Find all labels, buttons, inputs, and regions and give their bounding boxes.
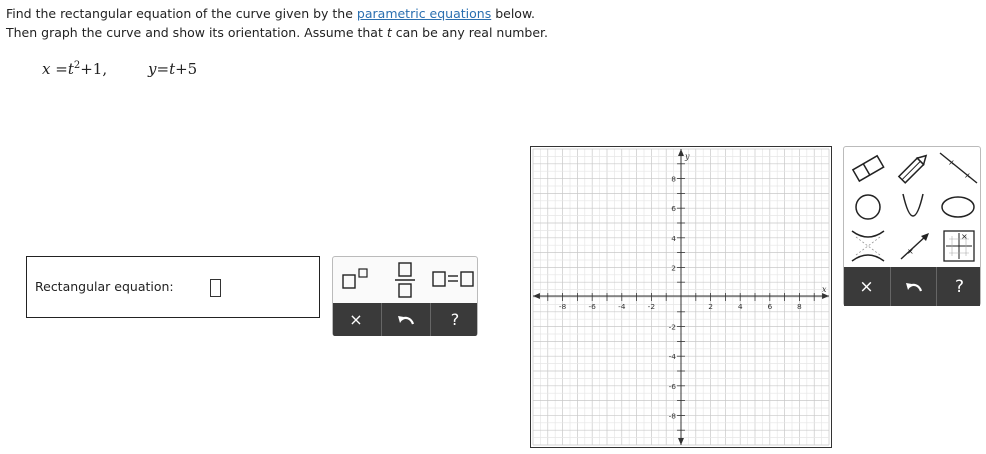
svg-text:×: × xyxy=(948,158,955,167)
x-tick-label: 6 xyxy=(767,301,773,311)
undo-arrow-icon xyxy=(396,313,416,327)
ray-icon[interactable] xyxy=(891,227,936,265)
math-palette xyxy=(332,256,478,336)
y-axis-arrow-down xyxy=(678,438,684,445)
x-tick-label: 2 xyxy=(708,301,713,311)
x-tick-label: 4 xyxy=(737,301,743,311)
x-axis-arrow-left xyxy=(533,293,540,299)
line-icon[interactable] xyxy=(936,149,981,187)
rectangular-equation-input[interactable] xyxy=(210,279,221,297)
tick-labels xyxy=(559,175,802,421)
y-tick-label: 8 xyxy=(671,174,677,184)
clear-button[interactable]: × xyxy=(349,310,363,329)
parabola-icon[interactable] xyxy=(891,188,936,226)
x-tick-label: -6 xyxy=(588,301,596,311)
graph-clear-button[interactable]: × xyxy=(859,276,874,297)
y-tick-label: -2 xyxy=(668,322,677,332)
parametric-equations-link[interactable]: parametric equations xyxy=(356,6,492,21)
answer-panel xyxy=(26,256,320,318)
y-tick-label: -8 xyxy=(668,411,677,421)
x-tick-label: -2 xyxy=(647,301,656,311)
svg-text:×: × xyxy=(964,171,971,180)
fraction-template-button[interactable] xyxy=(389,260,421,300)
y-axis-arrow-up xyxy=(678,149,684,156)
prompt-line-2: Then graph the curve and show its orientation. Assume that t can be any real number. xyxy=(6,25,549,40)
x-tick-label: -4 xyxy=(618,301,626,311)
y-tick-label: -4 xyxy=(668,352,677,362)
no-solution-icon[interactable] xyxy=(936,227,981,265)
graph-undo-button[interactable] xyxy=(890,267,936,306)
y-tick-label: 2 xyxy=(671,263,677,273)
exponent-template-button[interactable] xyxy=(339,265,375,293)
circle-icon[interactable] xyxy=(846,188,891,226)
x-axis-label: x xyxy=(822,285,827,295)
graph-help-button[interactable]: ? xyxy=(936,267,982,306)
coordinate-graph[interactable] xyxy=(530,146,832,448)
undo-arrow-icon xyxy=(904,280,924,294)
hyperbola-icon[interactable] xyxy=(846,227,891,265)
y-tick-label: -6 xyxy=(668,381,677,391)
help-button[interactable]: ? xyxy=(430,303,479,336)
equals-template-button[interactable] xyxy=(431,265,475,293)
y-tick-label: 6 xyxy=(671,204,677,214)
pencil-icon[interactable] xyxy=(891,149,936,187)
y-axis-label: y xyxy=(684,151,690,161)
y-tick-label: 4 xyxy=(671,233,677,243)
undo-button[interactable] xyxy=(381,303,430,336)
x-equation: $x =t^2+1$, xyxy=(42,60,108,78)
prompt-line-1: Find the rectangular equation of the curve given by the parametric equations below. xyxy=(6,6,535,21)
ellipse-icon[interactable] xyxy=(936,188,981,226)
x-tick-label: -8 xyxy=(558,301,567,311)
problem-prompt xyxy=(6,4,548,42)
graph-tools-panel xyxy=(843,146,981,306)
x-tick-label: 8 xyxy=(797,301,802,311)
rectangular-equation-label: Rectangular equation: xyxy=(35,279,174,294)
svg-text:×: × xyxy=(907,247,914,256)
graph-tools-action-bar xyxy=(844,267,980,306)
eraser-icon[interactable] xyxy=(846,149,891,187)
svg-text:×: × xyxy=(961,232,968,241)
y-equation: y=t+5 xyxy=(148,60,198,78)
